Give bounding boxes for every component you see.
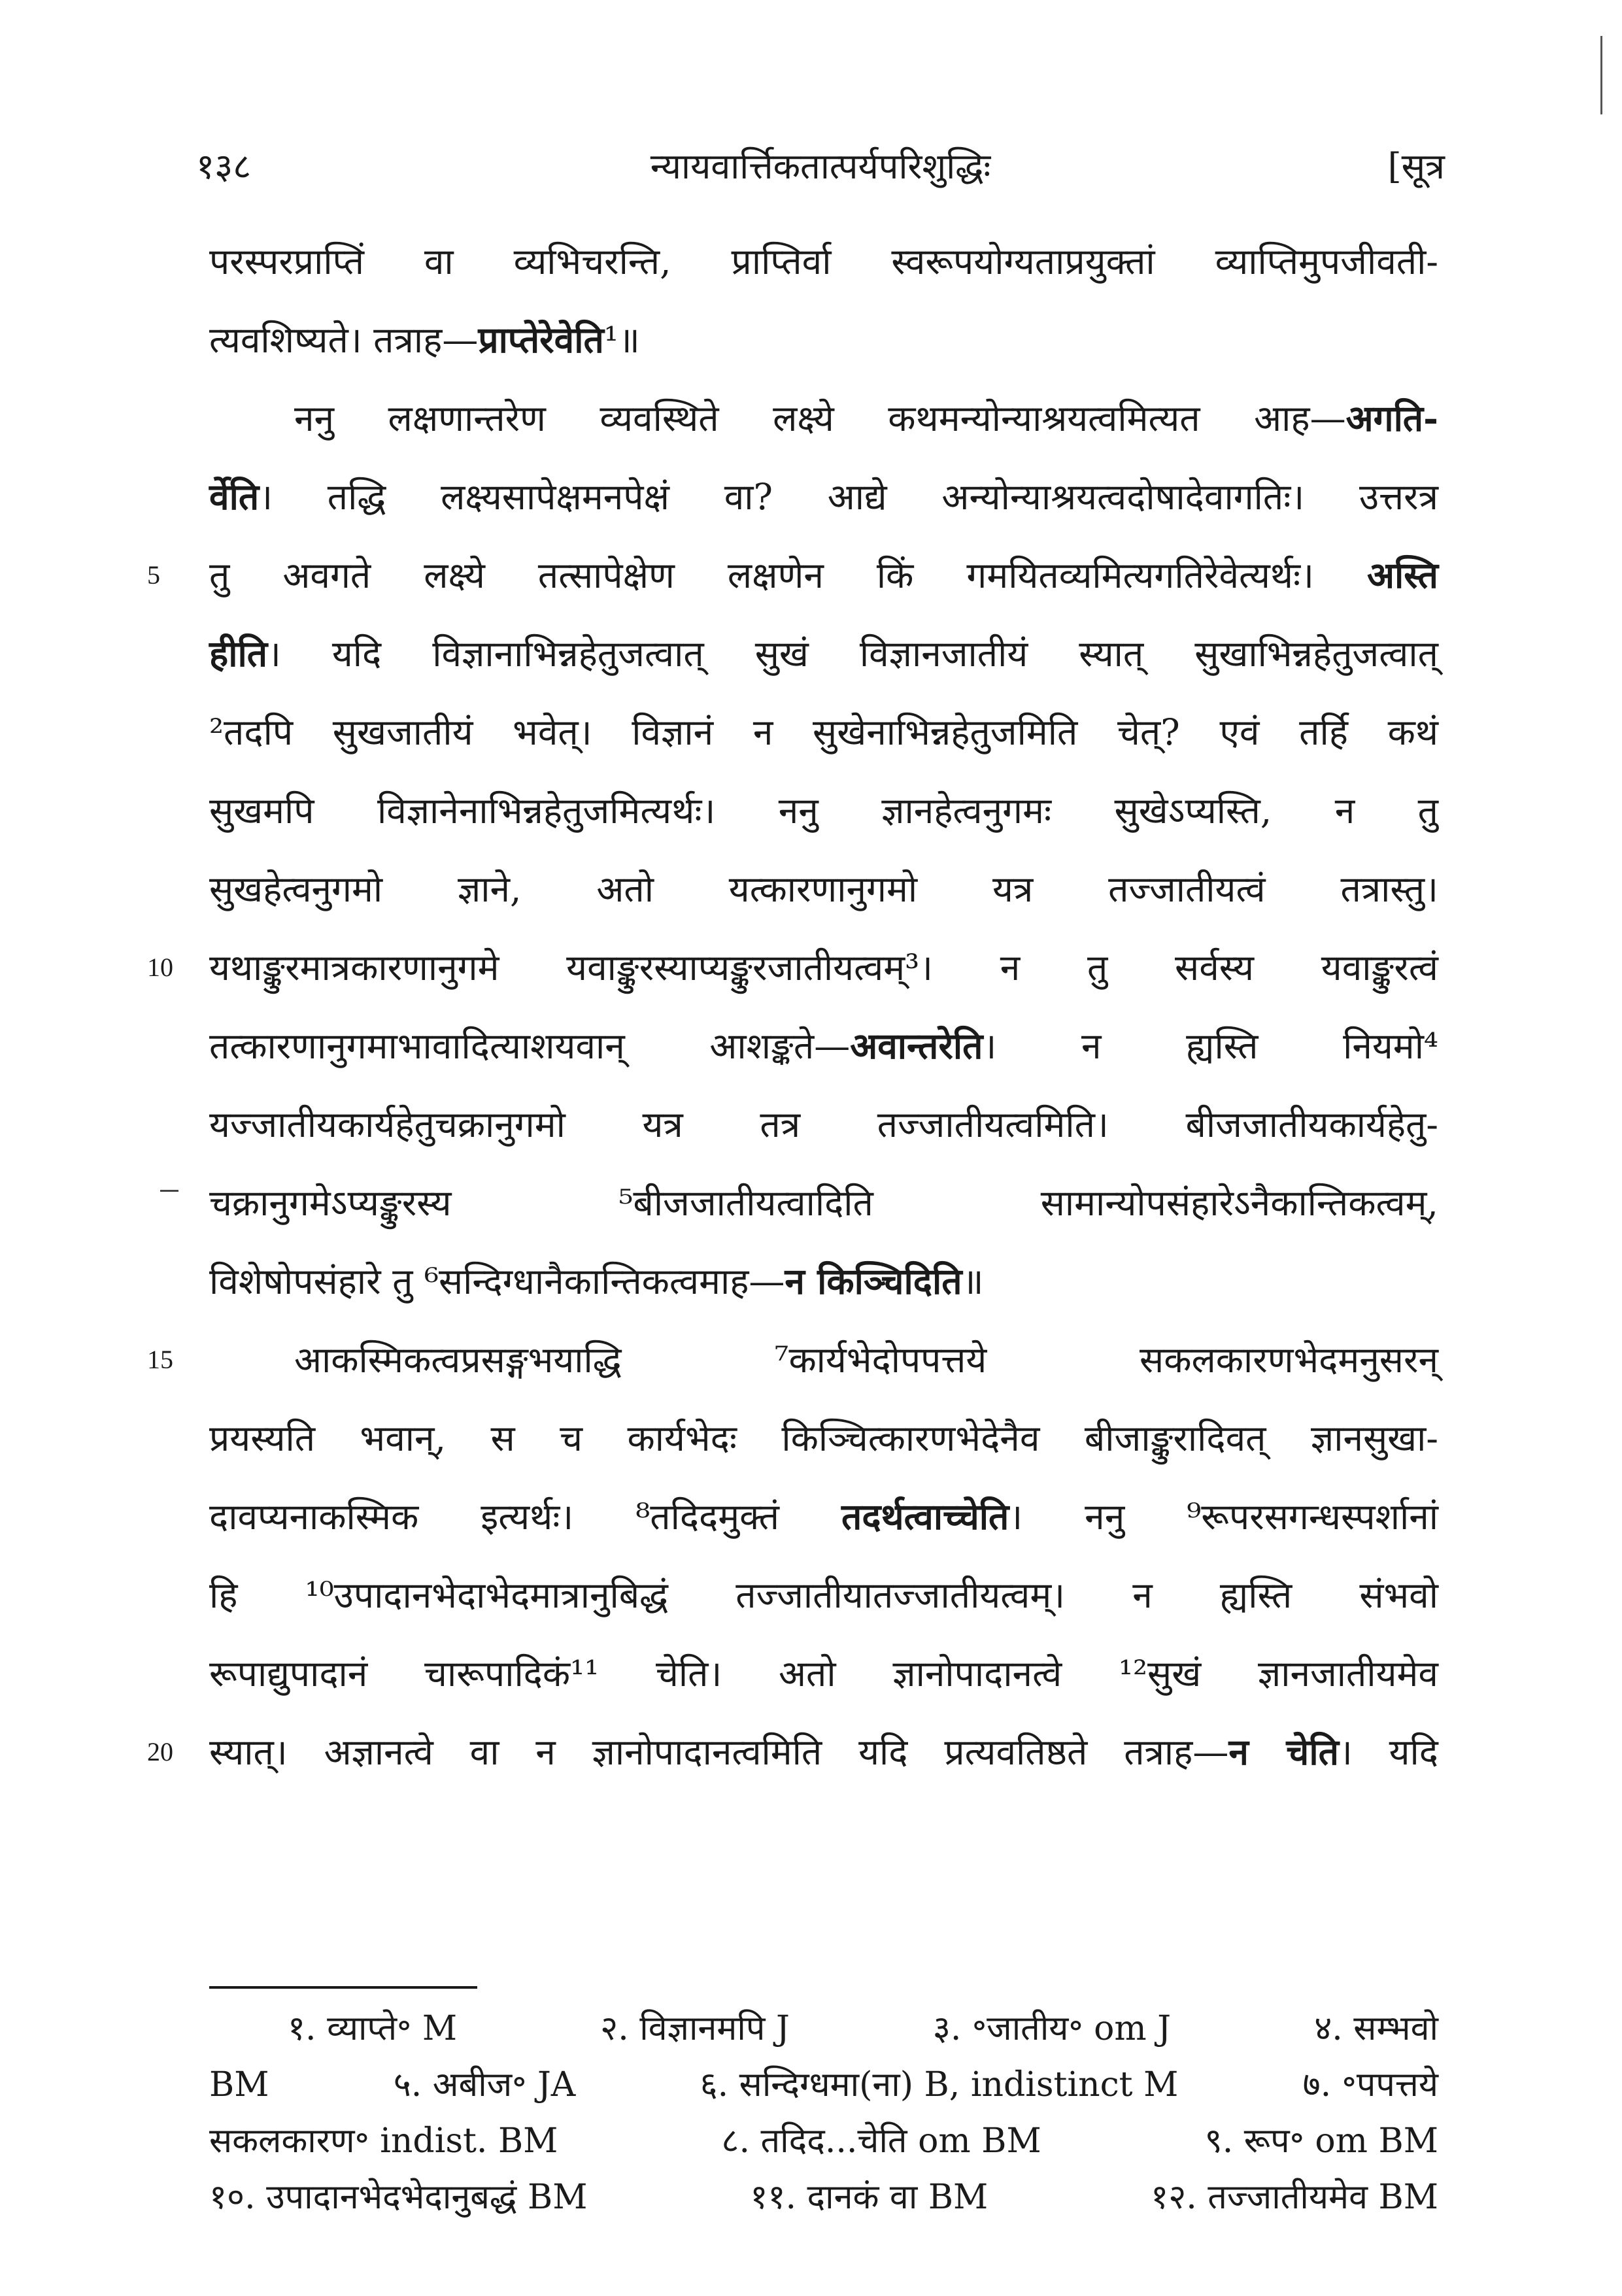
footnote: १०. उपादानभेदभेदानुबद्धं BM	[209, 2178, 588, 2217]
text-line: सुखमपि विज्ञानेनाभिन्नहेतुजमित्यर्थः। ननु ज्ञानहेत्वनुगमः सुखेऽप्यस्ति, न तु	[209, 790, 1438, 832]
footnote-row	[209, 2057, 1438, 2113]
text-line: 15 आकस्मिकत्वप्रसङ्गभयाद्धि ⁷कार्यभेदोपपत्तये सकलकारणभेदमनुसरन्	[209, 1321, 1438, 1399]
text-line: त्यवशिष्यते। तत्राह—प्राप्तेरेवेति¹॥	[209, 318, 640, 361]
footnote: ५. अबीज॰ JA	[393, 2065, 576, 2104]
text-line: ²तदपि सुखजातीयं भवेत्। विज्ञानं न सुखेनाभिन्नहेतुजमिति चेत्? एवं तर्हि कथं	[209, 711, 1438, 753]
text-line: 20 स्यात्। अज्ञानत्वे वा न ज्ञानोपादानत्वमिति यदि प्रत्यवतिष्ठते तत्राह—न चेति। यदि	[209, 1713, 1438, 1791]
text-line: विशेषोपसंहारे तु ⁶सन्दिग्धानैकान्तिकत्वमाह—न किञ्चिदिति॥	[209, 1260, 984, 1302]
line-number: 10	[147, 953, 173, 982]
running-title: न्यायवार्त्तिकतात्पर्यपरिशुद्धिः	[650, 146, 991, 187]
footnote-rule	[209, 1986, 477, 1989]
text-line: तत्कारणानुगमाभावादित्याशयवान् आशङ्कते—अवान्तरेति। न ह्यस्ति नियमो⁴	[209, 1024, 1438, 1067]
text-line: हीति। यदि विज्ञानाभिन्नहेतुजत्वात् सुखं विज्ञानजातीयं स्यात् सुखाभिन्नहेतुजत्वात्	[209, 632, 1438, 675]
page-number: १३८	[196, 146, 252, 187]
text-line: परस्परप्राप्तिं वा व्यभिचरन्ति, प्राप्तिर्वा स्वरूपयोग्यताप्रयुक्तां व्याप्तिमुपजीवती-	[209, 241, 1438, 282]
footnote: ३. ॰जातीय॰ om J	[932, 2009, 1172, 2048]
footnote-row	[209, 2169, 1438, 2225]
text-line: 10 यथाङ्कुरमात्रकारणानुगमे यवाङ्कुरस्याप्यङ्कुरजातीयत्वम्³। न तु सर्वस्य यवाङ्कुरत्वं	[209, 928, 1438, 1007]
text-line: यज्जातीयकार्यहेतुचक्रानुगमो यत्र तत्र तज्जातीयत्वमिति। बीजजातीयकार्यहेतु-	[209, 1104, 1438, 1145]
text-line: प्रयस्यति भवान्, स च कार्यभेदः किञ्चित्कारणभेदेनैव बीजाङ्कुरादिवत् ज्ञानसुखा-	[209, 1417, 1438, 1459]
footnote: ७. ॰पपत्तये	[1302, 2065, 1438, 2104]
text-line: 5 तु अवगते लक्ष्ये तत्सापेक्षेण लक्षणेन किं गमयितव्यमित्यगतिरेवेत्यर्थः। अस्ति	[209, 536, 1438, 615]
footnote: BM	[209, 2065, 269, 2104]
footnote: सकलकारण॰ indist. BM	[209, 2121, 558, 2161]
footnote: ९. रूप॰ om BM	[1204, 2121, 1438, 2161]
text-line: र्वेति। तद्धि लक्ष्यसापेक्षमनपेक्षं वा? आद्ये अन्योन्याश्रयत्वदोषादेवागतिः। उत्तरत्र	[209, 475, 1438, 518]
footnote: ६. सन्दिग्धमा(ना) B, indistinct M	[700, 2065, 1179, 2104]
running-header	[196, 141, 1445, 199]
page-edge-mark	[1600, 36, 1602, 114]
footnotes	[209, 2001, 1438, 2225]
line-number: 15	[147, 1345, 173, 1374]
text-line: रूपाद्युपादानं चारूपादिकं¹¹ चेति। अतो ज्ञानोपादानत्वे ¹²सुखं ज्ञानजातीयमेव	[209, 1653, 1438, 1695]
main-text	[147, 222, 1438, 1791]
footnote: ४. सम्भवो	[1314, 2009, 1438, 2048]
line-number: 5	[147, 560, 160, 590]
footnote-row	[209, 2113, 1438, 2169]
section-marker: [सूत्र	[1387, 146, 1445, 187]
text-line: ननु लक्षणान्तरेण व्यवस्थिते लक्ष्ये कथमन्योन्याश्रयत्वमित्यत आह—अगति-	[294, 397, 1438, 439]
line-number: 20	[147, 1737, 173, 1766]
footnote: ११. दानकं वा BM	[750, 2178, 988, 2217]
text-line: सुखहेत्वनुगमो ज्ञाने, अतो यत्कारणानुगमो यत्र तज्जातीयत्वं तत्रास्तु।	[209, 868, 1438, 910]
text-line: चक्रानुगमेऽप्यङ्कुरस्य ⁵बीजजातीयत्वादिति सामान्योपसंहारेऽनैकान्तिकत्वम्,	[209, 1182, 1438, 1224]
footnote-row	[209, 2001, 1438, 2057]
text-line: हि ¹⁰उपादानभेदाभेदमात्रानुबिद्धं तज्जातीयातज्जातीयत्वम्। न ह्यस्ति संभवो	[209, 1574, 1438, 1616]
margin-dash	[160, 1190, 178, 1192]
footnote: १२. तज्जातीयमेव BM	[1151, 2178, 1438, 2217]
footnote: १. व्याप्ते॰ M	[288, 2009, 458, 2048]
footnote: २. विज्ञानमपि J	[600, 2009, 790, 2048]
footnote: ८. तदिद...चेति om BM	[721, 2121, 1041, 2161]
text-line: दावप्यनाकस्मिक इत्यर्थः। ⁸तदिदमुक्तं तदर्थत्वाच्चेति। ननु ⁹रूपरसगन्धस्पर्शानां	[209, 1495, 1438, 1538]
